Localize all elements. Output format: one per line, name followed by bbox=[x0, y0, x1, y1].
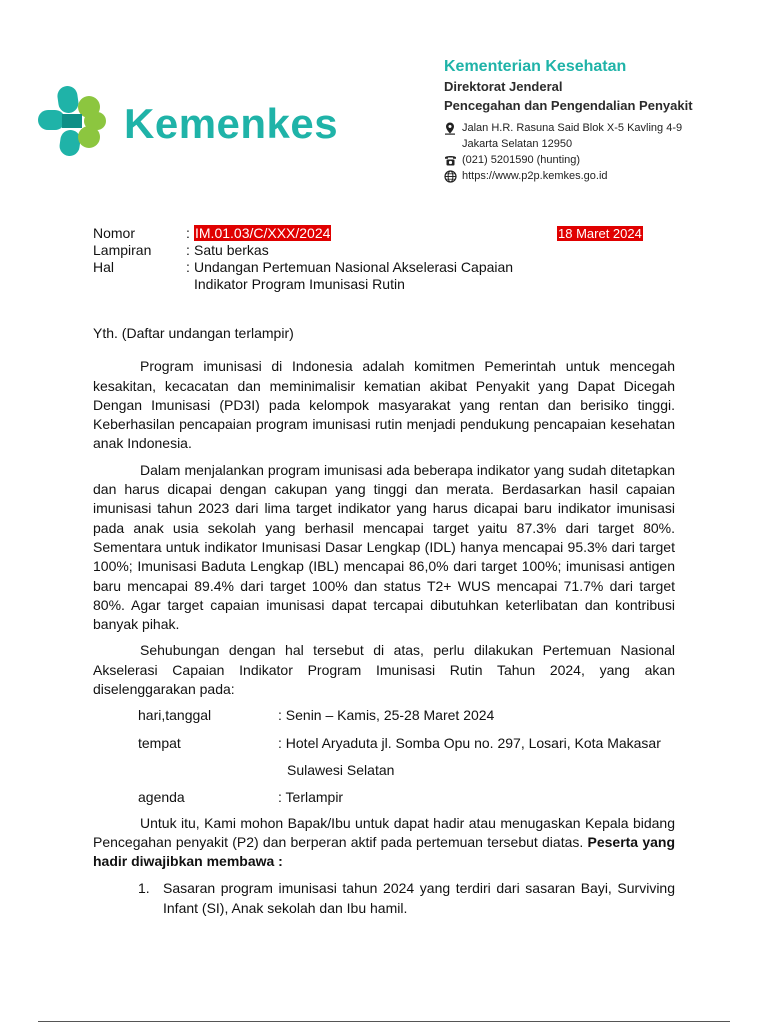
ministry-name: Kementerian Kesehatan bbox=[444, 58, 627, 75]
phone-row bbox=[444, 152, 744, 168]
place-value-1: : Hotel Aryaduta jl. Somba Opu no. 297, Losari, Kota Makasar bbox=[278, 734, 661, 751]
kemenkes-logo bbox=[38, 86, 106, 156]
event-details bbox=[138, 706, 675, 807]
lampiran-row: Lampiran : Satu berkas bbox=[93, 242, 653, 259]
phone-number: (021) 5201590 (hunting) bbox=[462, 154, 581, 166]
paragraph-4 bbox=[93, 814, 675, 872]
location-icon bbox=[444, 120, 462, 136]
address-line-1: Jalan H.R. Rasuna Said Blok X-5 Kavling 4-9 bbox=[462, 122, 683, 134]
hal-line-2: Indikator Program Imunisasi Rutin bbox=[194, 276, 405, 292]
website-row bbox=[444, 168, 744, 184]
letter-body bbox=[93, 324, 675, 918]
phone-icon bbox=[444, 152, 462, 168]
list-item-number: 1. bbox=[138, 880, 150, 897]
paragraph-3: Sehubungan dengan hal tersebut di atas, perlu dilakukan Pertemuan Nasional Akselerasi Capaian Indikator Program Imunisasi Rutin Tahun 2024, yang akan diselenggarakan pada: bbox=[93, 642, 675, 698]
detail-day-row bbox=[138, 706, 675, 725]
lampiran-label: Lampiran bbox=[93, 242, 152, 258]
agenda-value: : Terlampir bbox=[278, 789, 344, 806]
hal-line-1: Undangan Pertemuan Nasional Akselerasi Capaian bbox=[194, 259, 514, 275]
address-row bbox=[444, 120, 744, 152]
nomor-label: Nomor bbox=[93, 225, 136, 241]
detail-agenda-row bbox=[138, 788, 675, 807]
directorate-name: Direktorat Jenderal bbox=[444, 79, 563, 94]
detail-place-row bbox=[138, 734, 675, 781]
lampiran-value: Satu berkas bbox=[194, 242, 269, 258]
day-label: hari,tanggal bbox=[138, 707, 212, 724]
salutation: Yth. (Daftar undangan terlampir) bbox=[93, 325, 294, 341]
globe-icon bbox=[444, 168, 462, 184]
paragraph-4-bold: Peserta yang hadir diwajibkan membawa : bbox=[93, 833, 675, 870]
letter-date: 18 Maret 2024 bbox=[558, 226, 642, 241]
nomor-row: Nomor : IM.01.03/C/XXX/2024 bbox=[93, 225, 331, 241]
list-item bbox=[93, 879, 675, 918]
brand-name: Kemenkes bbox=[124, 100, 339, 147]
website-link[interactable]: https://www.p2p.kemkes.go.id bbox=[462, 170, 608, 182]
hal-label: Hal bbox=[93, 259, 115, 275]
footer-divider bbox=[38, 1021, 730, 1022]
organization-header bbox=[444, 57, 744, 115]
requirements-list bbox=[93, 879, 675, 918]
agenda-label: agenda bbox=[138, 789, 185, 806]
paragraph-2: Dalam menjalankan program imunisasi ada beberapa indikator yang sudah ditetapkan dan harus dicapai dengan cakupan yang tinggi dan merata. Berdasarkan hasil capaian imunisasi tahun 2023 dari lima target indikator yang harus dicapai baru indikator imunisasi pada anak usia sekolah yang berhasil mencapai target yaitu 87.3% dari target 80%. Sementara untuk indikator Imunisasi Dasar Lengkap (IDL) hanya mencapai 95.3% dari target 100%; Imunisasi Baduta Lengkap (IBL) mencapai 86,0% dari target 100%; imunisasi antigen baru mencapai 89.4% dari target 100% dan status T2+ WUS mencapai 71.7% dari target 80%. Agar target capaian imunisasi dapat tercapai dibutuhkan keterlibatan dan kontribusi banyak pihak. bbox=[93, 461, 675, 633]
day-value: : Senin – Kamis, 25-28 Maret 2024 bbox=[278, 707, 495, 724]
place-label: tempat bbox=[138, 734, 181, 751]
division-name: Pencegahan dan Pengendalian Penyakit bbox=[444, 98, 693, 113]
letter-number: IM.01.03/C/XXX/2024 bbox=[195, 225, 331, 241]
place-value-2: Sulawesi Selatan bbox=[287, 761, 395, 778]
address-line-2: Jakarta Selatan 12950 bbox=[462, 138, 573, 150]
contact-block bbox=[444, 120, 744, 184]
paragraph-4-text: Untuk itu, Kami mohon Bapak/Ibu untuk dapat hadir atau menugaskan Kepala bidang Pencegahan penyakit (P2) dan berperan aktif pada pertemuan tersebut diatas. bbox=[93, 814, 675, 850]
list-item-text: Sasaran program imunisasi tahun 2024 yang terdiri dari sasaran Bayi, Surviving Infant (SI), Anak sekolah dan Ibu hamil. bbox=[163, 880, 675, 916]
hal-row: Hal : Undangan Pertemuan Nasional Akselerasi Capaian Indikator Program Imunisasi Rutin bbox=[93, 259, 514, 292]
paragraph-1: Program imunisasi di Indonesia adalah komitmen Pemerintah untuk mencegah kesakitan, kecacatan dan meminimalisir kematian akibat Penyakit yang Dapat Dicegah Dengan Imunisasi (PD3I) pada kelompok masyarakat yang rentan dan berisiko tinggi. Keberhasilan pencapaian program imunisasi rutin menjadi pendukung pencapaian kesehatan anak Indonesia. bbox=[93, 358, 675, 452]
